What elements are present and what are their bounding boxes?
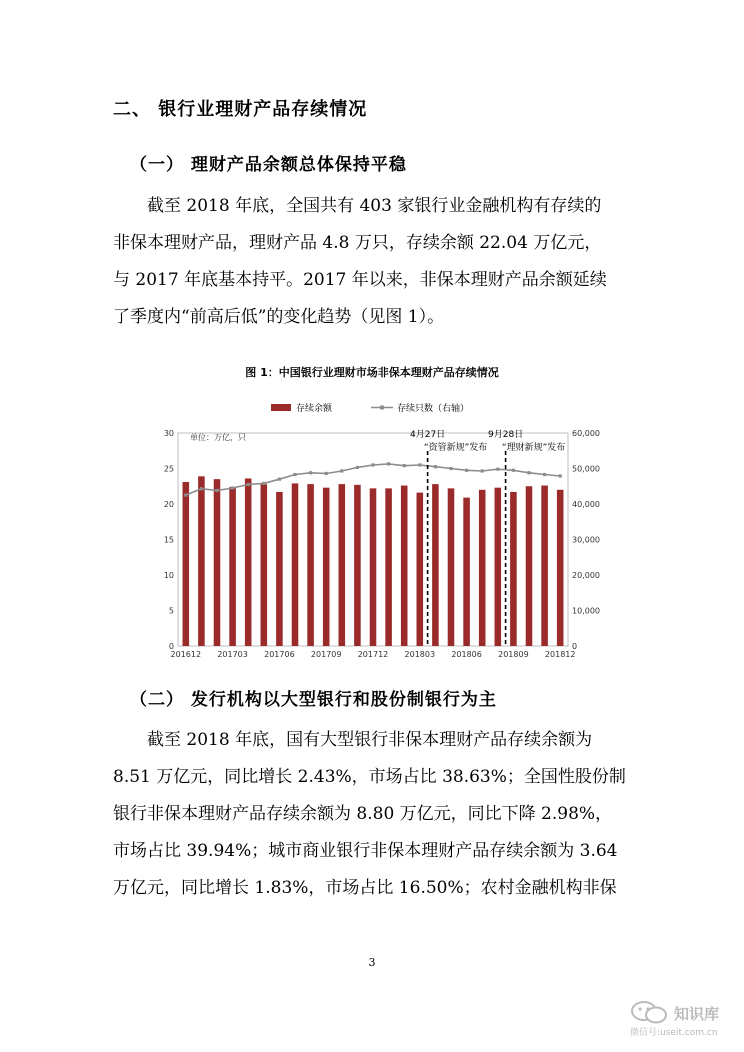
y-left-tick-label: 25 xyxy=(163,464,174,474)
line-point-201801 xyxy=(387,462,390,465)
line-point-201811 xyxy=(543,473,546,476)
bar-201701 xyxy=(198,476,205,646)
bar-201706 xyxy=(276,492,283,646)
line-point-201701 xyxy=(200,487,203,490)
y-right-tick-label: 50,000 xyxy=(572,464,600,474)
unit-label: 单位：万亿，只 xyxy=(190,433,246,442)
bar-201708 xyxy=(307,484,314,646)
y-right-tick-label: 30,000 xyxy=(572,535,600,545)
line-point-201807 xyxy=(481,469,484,472)
line-point-201712 xyxy=(371,463,374,466)
bar-201809 xyxy=(510,492,517,646)
legend-line-label: 存续只数（右轴） xyxy=(397,404,470,414)
line-point-201707 xyxy=(293,473,296,476)
line-point-201711 xyxy=(356,466,359,469)
x-tick-label: 201809 xyxy=(498,650,529,659)
bar-201702 xyxy=(214,479,221,646)
line-point-201709 xyxy=(325,472,328,475)
bar-201804 xyxy=(432,484,439,646)
line-point-201803 xyxy=(418,463,421,466)
watermark-brand: 知识库 xyxy=(674,1005,720,1023)
y-left-tick-label: 10 xyxy=(163,571,174,580)
paragraph-line: 非保本理财产品，理财产品 4.8 万只，存续余额 22.04 万亿元， xyxy=(113,233,602,253)
subsection-heading-1: （一） 理财产品余额总体保持平稳 xyxy=(130,155,407,175)
bar-201704 xyxy=(245,478,252,646)
paragraph-line: 市场占比 39.94%；城市商业银行非保本理财产品存续余额为 3.64 xyxy=(113,841,618,861)
annotation-date: 9月28日 xyxy=(488,430,524,440)
line-point-201702 xyxy=(215,489,218,492)
wechat-icon xyxy=(630,1001,670,1023)
annotation-date: 4月27日 xyxy=(410,430,446,440)
bar-201801 xyxy=(385,488,392,646)
line-point-201804 xyxy=(434,465,437,468)
legend-line-marker xyxy=(380,406,384,410)
x-tick-label: 201806 xyxy=(451,650,482,659)
bar-201705 xyxy=(261,484,268,646)
bar-201808 xyxy=(495,488,502,646)
bar-201711 xyxy=(354,485,361,646)
line-point-201810 xyxy=(527,471,530,474)
bar-201805 xyxy=(448,488,455,646)
bar-201806 xyxy=(463,498,470,646)
paragraph-2 xyxy=(113,722,633,907)
paragraph-line: 银行非保本理财产品存续余额为 8.80 万亿元，同比下降 2.98%， xyxy=(113,804,613,824)
page-number: 3 xyxy=(368,956,376,969)
y-right-tick-label: 60,000 xyxy=(572,429,600,438)
paragraph-line: 与 2017 年底基本持平。2017 年以来，非保本理财产品余额延续 xyxy=(113,270,607,290)
paragraph-line: 了季度内“前高后低”的变化趋势（见图 1）。 xyxy=(113,307,445,327)
y-left-tick-label: 30 xyxy=(163,429,174,438)
bar-201703 xyxy=(229,487,236,646)
legend-bar-label: 存续余额 xyxy=(296,404,333,414)
y-right-tick-label: 0 xyxy=(572,642,578,651)
annotation-text: “资管新规”发布 xyxy=(423,443,488,453)
x-tick-label: 201712 xyxy=(357,650,389,659)
x-tick-label: 201703 xyxy=(217,650,248,659)
bar-201811 xyxy=(541,486,548,646)
watermark-sub: 微信号:useit.com.cn xyxy=(630,1028,718,1038)
y-right-tick-label: 20,000 xyxy=(572,571,600,580)
section-heading: 二、 银行业理财产品存续情况 xyxy=(113,99,368,120)
y-left-tick-label: 15 xyxy=(163,535,174,545)
line-point-201706 xyxy=(278,478,281,481)
paragraph-line: 8.51 万亿元，同比增长 2.43%，市场占比 38.63%；全国性股份制 xyxy=(113,767,626,787)
y-right-tick-label: 40,000 xyxy=(572,500,600,509)
line-point-201708 xyxy=(309,471,312,474)
chart xyxy=(163,395,600,670)
x-tick-label: 201709 xyxy=(310,650,342,659)
line-point-201808 xyxy=(496,468,499,471)
bar-201612 xyxy=(183,482,190,646)
line-point-201805 xyxy=(449,467,452,470)
line-point-201612 xyxy=(184,494,187,497)
bar-201707 xyxy=(292,483,299,646)
y-left-tick-label: 5 xyxy=(168,606,174,616)
legend-bar-swatch xyxy=(271,404,291,411)
x-tick-label: 201812 xyxy=(544,650,576,659)
y-left-tick-label: 20 xyxy=(163,500,174,509)
y-left-tick-label: 0 xyxy=(168,642,174,651)
x-tick-label: 201706 xyxy=(264,650,295,659)
bar-201807 xyxy=(479,490,486,646)
line-point-201703 xyxy=(231,486,234,489)
line-point-201705 xyxy=(262,482,265,485)
y-right-tick-label: 10,000 xyxy=(572,606,600,616)
subsection-heading-2: （二） 发行机构以大型银行和股份制银行为主 xyxy=(130,690,497,710)
line-point-201809 xyxy=(512,469,515,472)
x-tick-label: 201612 xyxy=(170,650,202,659)
bar-201709 xyxy=(323,488,330,646)
line-point-201812 xyxy=(559,474,562,477)
bar-201803 xyxy=(417,493,424,646)
annotation-text: “理财新规”发布 xyxy=(501,443,566,453)
bar-201810 xyxy=(526,486,533,646)
paragraph-line: 万亿元，同比增长 1.83%，市场占比 16.50%；农村金融机构非保 xyxy=(113,878,617,898)
x-tick-label: 201803 xyxy=(404,650,436,659)
line-point-201710 xyxy=(340,469,343,472)
line-point-201704 xyxy=(247,483,250,486)
line-point-201802 xyxy=(403,464,406,467)
bar-201802 xyxy=(401,486,408,646)
line-point-201806 xyxy=(465,469,468,472)
bar-201712 xyxy=(370,488,377,646)
figure-title: 图 1：中国银行业理财市场非保本理财产品存续情况 xyxy=(245,366,499,379)
paragraph-line: 截至 2018 年底，全国共有 403 家银行业金融机构有存续的 xyxy=(113,196,602,216)
bar-201812 xyxy=(557,490,564,646)
paragraph-1 xyxy=(113,188,633,336)
paragraph-line: 截至 2018 年底，国有大型银行非保本理财产品存续余额为 xyxy=(113,730,593,750)
bar-201710 xyxy=(339,484,346,646)
